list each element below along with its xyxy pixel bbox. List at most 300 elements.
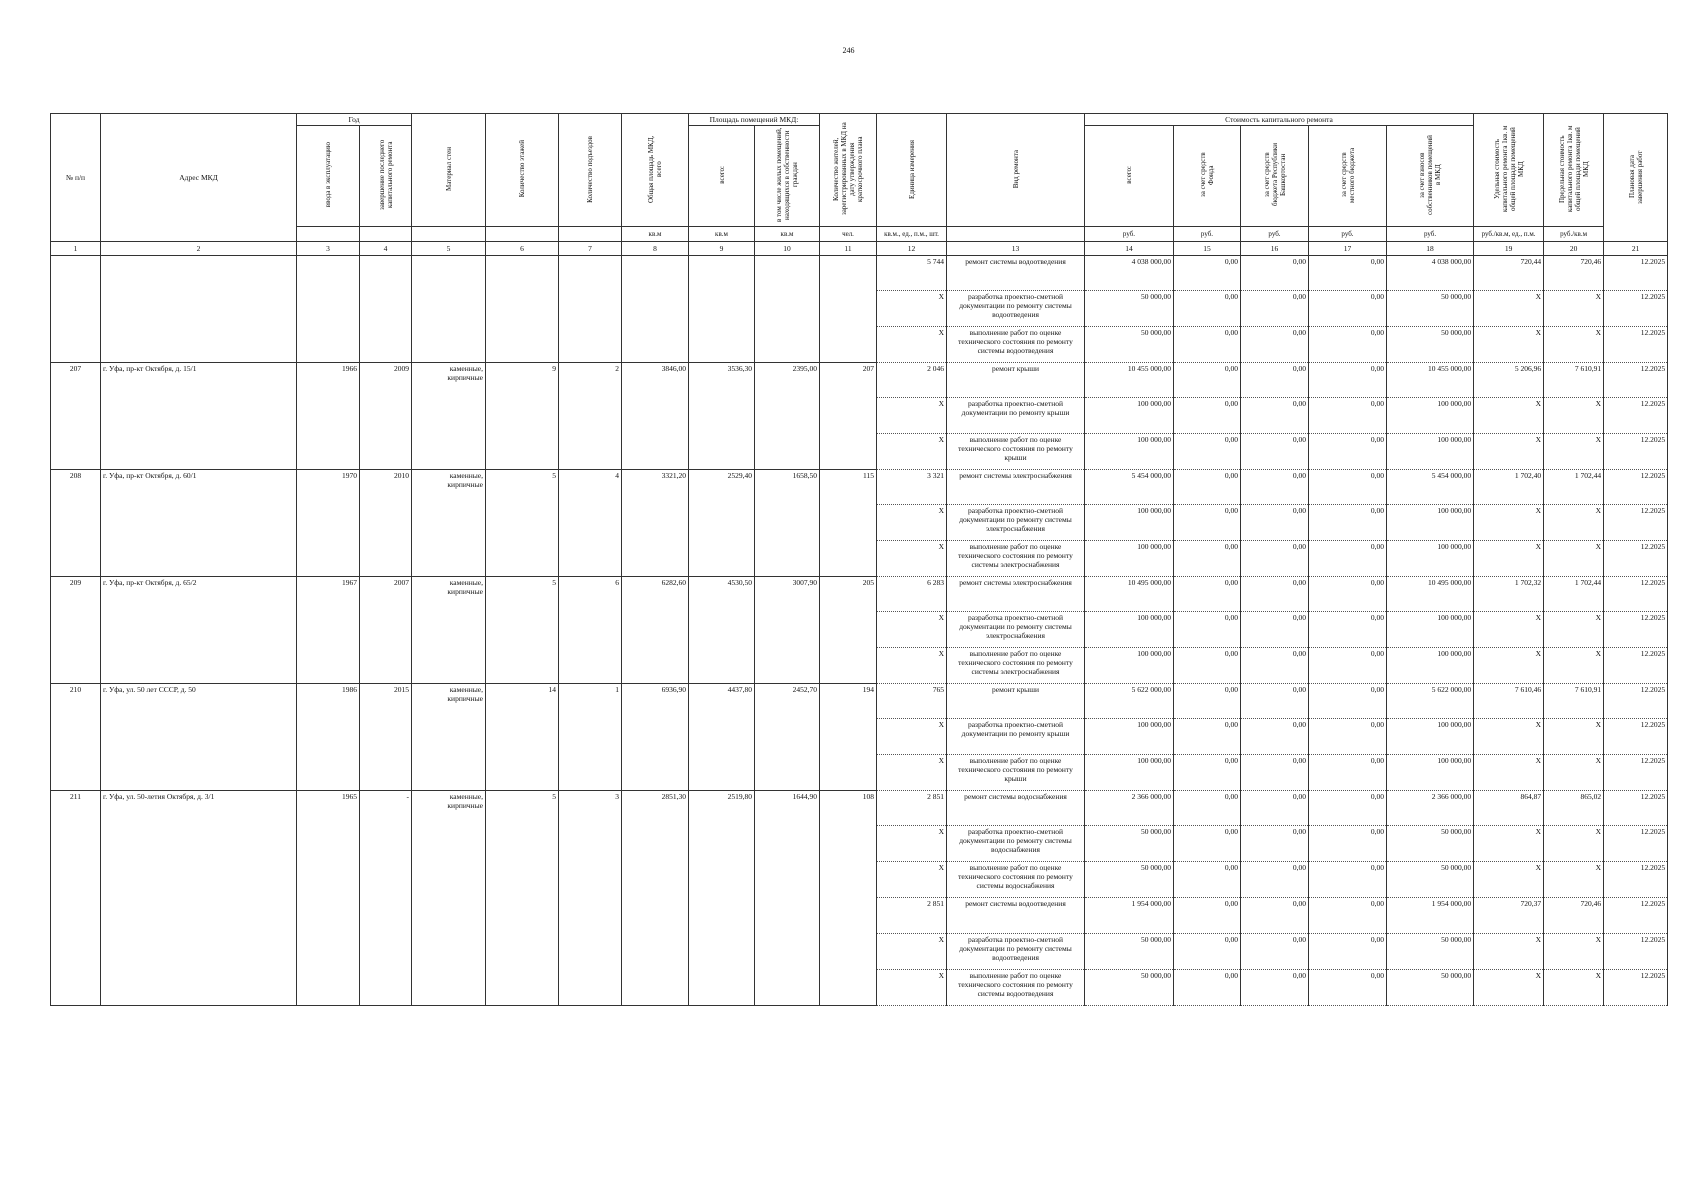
building-address: г. Уфа, ул. 50 лет СССР, д. 50 [101, 684, 297, 791]
work-type: разработка проектно-сметной документации по ремонту системы водоотведения [947, 934, 1085, 970]
work-unit: 2 046 [877, 363, 947, 398]
cost-total: 50 000,00 [1085, 862, 1174, 898]
column-number: 9 [689, 242, 755, 256]
unit-measure: кв.м., ед., п.м., шт. [877, 227, 947, 242]
cost-republic: 0,00 [1241, 541, 1309, 577]
cost-owners: 50 000,00 [1387, 291, 1474, 327]
max-cost: X [1544, 826, 1604, 862]
cost-republic: 0,00 [1241, 612, 1309, 648]
planned-date: 12.2025 [1604, 648, 1668, 684]
max-cost: X [1544, 934, 1604, 970]
year-commission: 1967 [297, 577, 360, 684]
floors: 9 [486, 363, 559, 470]
cost-fund: 0,00 [1174, 327, 1241, 363]
work-unit: X [877, 970, 947, 1006]
premises-residential: 1658,50 [755, 470, 820, 577]
column-number: 6 [486, 242, 559, 256]
max-cost: X [1544, 541, 1604, 577]
work-type: ремонт системы электроснабжения [947, 577, 1085, 612]
cost-local: 0,00 [1309, 684, 1387, 719]
max-cost: 720,46 [1544, 898, 1604, 934]
work-type: выполнение работ по оценке технического состояния по ремонту системы водоснабжения [947, 862, 1085, 898]
cost-local: 0,00 [1309, 934, 1387, 970]
total-area [622, 256, 689, 363]
cost-total: 100 000,00 [1085, 505, 1174, 541]
floors: 5 [486, 470, 559, 577]
unit-cost-local: руб. [1309, 227, 1387, 242]
specific-cost: X [1474, 541, 1544, 577]
repair-plan-table [50, 113, 1668, 1006]
cost-fund: 0,00 [1174, 505, 1241, 541]
specific-cost: 1 702,40 [1474, 470, 1544, 505]
cost-total: 100 000,00 [1085, 541, 1174, 577]
cost-republic: 0,00 [1241, 327, 1309, 363]
cost-total: 100 000,00 [1085, 755, 1174, 791]
table-row [51, 577, 1668, 612]
total-area: 3846,00 [622, 363, 689, 470]
cost-republic: 0,00 [1241, 898, 1309, 934]
building-number: 210 [51, 684, 101, 791]
column-number: 10 [755, 242, 820, 256]
planned-date: 12.2025 [1604, 470, 1668, 505]
wall-material: каменные, кирпичные [412, 684, 486, 791]
cost-fund: 0,00 [1174, 541, 1241, 577]
premises-total: 2519,80 [689, 791, 755, 1006]
column-number: 20 [1544, 242, 1604, 256]
cost-total: 100 000,00 [1085, 719, 1174, 755]
cost-local: 0,00 [1309, 970, 1387, 1006]
cost-fund: 0,00 [1174, 970, 1241, 1006]
work-unit: 5 744 [877, 256, 947, 291]
header-cost-republic: за счет средств бюджета Республики Башкортостан [1262, 143, 1287, 207]
header-unit: Единица измерения [907, 139, 916, 199]
cost-fund: 0,00 [1174, 684, 1241, 719]
work-unit: X [877, 755, 947, 791]
cost-total: 100 000,00 [1085, 648, 1174, 684]
cost-local: 0,00 [1309, 755, 1387, 791]
building-number: 211 [51, 791, 101, 1006]
total-area: 2851,30 [622, 791, 689, 1006]
max-cost: X [1544, 755, 1604, 791]
floors [486, 256, 559, 363]
residents: 108 [820, 791, 877, 1006]
cost-fund: 0,00 [1174, 256, 1241, 291]
entrances [559, 256, 622, 363]
max-cost: 865,02 [1544, 791, 1604, 826]
residents: 207 [820, 363, 877, 470]
unit-cost-republic: руб. [1241, 227, 1309, 242]
cost-owners: 50 000,00 [1387, 327, 1474, 363]
specific-cost: 7 610,46 [1474, 684, 1544, 719]
cost-fund: 0,00 [1174, 898, 1241, 934]
work-unit: X [877, 505, 947, 541]
header-year-commission: ввода в эксплуатацию [324, 142, 332, 208]
specific-cost: X [1474, 648, 1544, 684]
cost-total: 100 000,00 [1085, 398, 1174, 434]
work-unit: 765 [877, 684, 947, 719]
unit-residents: чел. [820, 227, 877, 242]
max-cost: 1 702,44 [1544, 470, 1604, 505]
premises-residential: 1644,90 [755, 791, 820, 1006]
total-area: 6282,60 [622, 577, 689, 684]
header-specific-cost: Удельная стоимость капитального ремонта 1кв. м общей площади помещений МКД [1492, 125, 1525, 213]
max-cost: 1 702,44 [1544, 577, 1604, 612]
cost-owners: 50 000,00 [1387, 826, 1474, 862]
cost-owners: 50 000,00 [1387, 862, 1474, 898]
planned-date: 12.2025 [1604, 256, 1668, 291]
work-type: выполнение работ по оценке технического состояния по ремонту системы водоотведения [947, 970, 1085, 1006]
header-no: № п/п [51, 114, 101, 242]
year-last-repair: 2007 [360, 577, 412, 684]
max-cost: X [1544, 505, 1604, 541]
premises-total: 4437,80 [689, 684, 755, 791]
specific-cost: X [1474, 755, 1544, 791]
cost-owners: 100 000,00 [1387, 541, 1474, 577]
work-type: ремонт системы водоснабжения [947, 791, 1085, 826]
cost-owners: 50 000,00 [1387, 970, 1474, 1006]
cost-fund: 0,00 [1174, 862, 1241, 898]
work-type: разработка проектно-сметной документации по ремонту системы водоотведения [947, 291, 1085, 327]
cost-local: 0,00 [1309, 363, 1387, 398]
cost-republic: 0,00 [1241, 470, 1309, 505]
cost-total: 5 622 000,00 [1085, 684, 1174, 719]
unit-specific: руб./кв.м, ед., п.м. [1474, 227, 1544, 242]
work-type: выполнение работ по оценке технического состояния по ремонту системы электроснабжения [947, 541, 1085, 577]
header-total-area: Общая площадь МКД, всего [647, 135, 663, 203]
max-cost: X [1544, 970, 1604, 1006]
cost-total: 4 038 000,00 [1085, 256, 1174, 291]
cost-fund: 0,00 [1174, 648, 1241, 684]
cost-local: 0,00 [1309, 719, 1387, 755]
unit-cost-owners: руб. [1387, 227, 1474, 242]
entrances: 1 [559, 684, 622, 791]
cost-local: 0,00 [1309, 505, 1387, 541]
cost-local: 0,00 [1309, 898, 1387, 934]
year-last-repair: 2010 [360, 470, 412, 577]
work-type: разработка проектно-сметной документации по ремонту системы электроснабжения [947, 612, 1085, 648]
cost-fund: 0,00 [1174, 719, 1241, 755]
header-cost-group: Стоимость капитального ремонта [1085, 114, 1474, 126]
cost-owners: 10 455 000,00 [1387, 363, 1474, 398]
column-number: 15 [1174, 242, 1241, 256]
premises-total [689, 256, 755, 363]
specific-cost: 720,37 [1474, 898, 1544, 934]
entrances: 3 [559, 791, 622, 1006]
planned-date: 12.2025 [1604, 327, 1668, 363]
column-number: 5 [412, 242, 486, 256]
planned-date: 12.2025 [1604, 970, 1668, 1006]
cost-owners: 4 038 000,00 [1387, 256, 1474, 291]
column-number: 1 [51, 242, 101, 256]
specific-cost: X [1474, 934, 1544, 970]
building-address: г. Уфа, ул. 50-летия Октября, д. 3/1 [101, 791, 297, 1006]
work-unit: 6 283 [877, 577, 947, 612]
table-row [51, 470, 1668, 505]
cost-fund: 0,00 [1174, 826, 1241, 862]
year-commission: 1965 [297, 791, 360, 1006]
total-area: 6936,90 [622, 684, 689, 791]
cost-owners: 5 454 000,00 [1387, 470, 1474, 505]
work-type: разработка проектно-сметной документации по ремонту крыши [947, 719, 1085, 755]
work-unit: X [877, 648, 947, 684]
work-unit: X [877, 291, 947, 327]
cost-republic: 0,00 [1241, 505, 1309, 541]
specific-cost: X [1474, 970, 1544, 1006]
wall-material [412, 256, 486, 363]
page-number: 246 [842, 46, 855, 55]
work-unit: X [877, 719, 947, 755]
cost-fund: 0,00 [1174, 291, 1241, 327]
column-number: 11 [820, 242, 877, 256]
work-unit: X [877, 434, 947, 470]
work-unit: 2 851 [877, 898, 947, 934]
max-cost: 7 610,91 [1544, 363, 1604, 398]
cost-local: 0,00 [1309, 470, 1387, 505]
cost-republic: 0,00 [1241, 755, 1309, 791]
cost-republic: 0,00 [1241, 970, 1309, 1006]
table-row [51, 256, 1668, 291]
column-number: 12 [877, 242, 947, 256]
specific-cost: 1 702,32 [1474, 577, 1544, 612]
premises-total: 4530,50 [689, 577, 755, 684]
cost-owners: 10 495 000,00 [1387, 577, 1474, 612]
column-number: 7 [559, 242, 622, 256]
cost-fund: 0,00 [1174, 470, 1241, 505]
residents: 115 [820, 470, 877, 577]
table-row [51, 363, 1668, 398]
specific-cost: 5 206,96 [1474, 363, 1544, 398]
specific-cost: X [1474, 505, 1544, 541]
cost-total: 100 000,00 [1085, 434, 1174, 470]
max-cost: X [1544, 648, 1604, 684]
table-row [51, 684, 1668, 719]
planned-date: 12.2025 [1604, 577, 1668, 612]
cost-republic: 0,00 [1241, 934, 1309, 970]
work-type: разработка проектно-сметной документации по ремонту системы электроснабжения [947, 505, 1085, 541]
residents: 194 [820, 684, 877, 791]
cost-republic: 0,00 [1241, 719, 1309, 755]
cost-local: 0,00 [1309, 256, 1387, 291]
column-number: 16 [1241, 242, 1309, 256]
cost-total: 50 000,00 [1085, 291, 1174, 327]
work-type: ремонт крыши [947, 363, 1085, 398]
cost-owners: 100 000,00 [1387, 648, 1474, 684]
header-address: Адрес МКД [101, 114, 297, 242]
planned-date: 12.2025 [1604, 612, 1668, 648]
cost-fund: 0,00 [1174, 577, 1241, 612]
cost-republic: 0,00 [1241, 862, 1309, 898]
cost-local: 0,00 [1309, 577, 1387, 612]
planned-date: 12.2025 [1604, 363, 1668, 398]
cost-republic: 0,00 [1241, 363, 1309, 398]
cost-total: 50 000,00 [1085, 970, 1174, 1006]
max-cost: X [1544, 398, 1604, 434]
cost-total: 50 000,00 [1085, 327, 1174, 363]
cost-republic: 0,00 [1241, 398, 1309, 434]
work-unit: 2 851 [877, 791, 947, 826]
header-max-cost: Предельная стоимость капитального ремонта 1кв. м общей площади помещений МКД [1557, 125, 1590, 213]
work-type: разработка проектно-сметной документации по ремонту крыши [947, 398, 1085, 434]
header-premises-total: всего: [717, 166, 726, 184]
work-type: выполнение работ по оценке технического состояния по ремонту крыши [947, 434, 1085, 470]
column-number: 18 [1387, 242, 1474, 256]
cost-republic: 0,00 [1241, 791, 1309, 826]
cost-owners: 100 000,00 [1387, 434, 1474, 470]
year-commission: 1966 [297, 363, 360, 470]
cost-owners: 100 000,00 [1387, 505, 1474, 541]
header-work-type: Вид ремонта [1011, 149, 1020, 189]
max-cost: 720,46 [1544, 256, 1604, 291]
specific-cost: X [1474, 719, 1544, 755]
max-cost: X [1544, 327, 1604, 363]
max-cost: 7 610,91 [1544, 684, 1604, 719]
max-cost: X [1544, 719, 1604, 755]
wall-material: каменные, кирпичные [412, 577, 486, 684]
column-number: 8 [622, 242, 689, 256]
cost-local: 0,00 [1309, 291, 1387, 327]
planned-date: 12.2025 [1604, 755, 1668, 791]
planned-date: 12.2025 [1604, 898, 1668, 934]
cost-owners: 5 622 000,00 [1387, 684, 1474, 719]
building-number: 209 [51, 577, 101, 684]
cost-local: 0,00 [1309, 398, 1387, 434]
cost-total: 5 454 000,00 [1085, 470, 1174, 505]
specific-cost: X [1474, 291, 1544, 327]
wall-material: каменные, кирпичные [412, 470, 486, 577]
cost-fund: 0,00 [1174, 755, 1241, 791]
cost-republic: 0,00 [1241, 577, 1309, 612]
cost-republic: 0,00 [1241, 256, 1309, 291]
cost-local: 0,00 [1309, 434, 1387, 470]
max-cost: X [1544, 862, 1604, 898]
cost-owners: 1 954 000,00 [1387, 898, 1474, 934]
cost-local: 0,00 [1309, 648, 1387, 684]
column-number: 17 [1309, 242, 1387, 256]
specific-cost: X [1474, 434, 1544, 470]
year-commission: 1986 [297, 684, 360, 791]
column-number: 13 [947, 242, 1085, 256]
cost-local: 0,00 [1309, 541, 1387, 577]
unit-premises-total: кв.м [689, 227, 755, 242]
work-type: ремонт крыши [947, 684, 1085, 719]
planned-date: 12.2025 [1604, 934, 1668, 970]
unit-cost-fund: руб. [1174, 227, 1241, 242]
premises-residential [755, 256, 820, 363]
planned-date: 12.2025 [1604, 684, 1668, 719]
max-cost: X [1544, 612, 1604, 648]
work-unit: X [877, 541, 947, 577]
residents: 205 [820, 577, 877, 684]
cost-republic: 0,00 [1241, 684, 1309, 719]
work-type: ремонт системы электроснабжения [947, 470, 1085, 505]
cost-fund: 0,00 [1174, 398, 1241, 434]
work-unit: X [877, 934, 947, 970]
header-cost-local: за счет средств местного бюджета [1339, 147, 1356, 203]
building-address: г. Уфа, пр-кт Октября, д. 60/1 [101, 470, 297, 577]
entrances: 6 [559, 577, 622, 684]
cost-republic: 0,00 [1241, 648, 1309, 684]
premises-residential: 2395,00 [755, 363, 820, 470]
planned-date: 12.2025 [1604, 505, 1668, 541]
specific-cost: X [1474, 826, 1544, 862]
column-number: 4 [360, 242, 412, 256]
cost-total: 50 000,00 [1085, 934, 1174, 970]
work-unit: X [877, 398, 947, 434]
building-address: г. Уфа, пр-кт Октября, д. 15/1 [101, 363, 297, 470]
column-number: 21 [1604, 242, 1668, 256]
unit-area: кв.м [622, 227, 689, 242]
specific-cost: X [1474, 398, 1544, 434]
cost-owners: 100 000,00 [1387, 612, 1474, 648]
unit-cost-total: руб. [1085, 227, 1174, 242]
header-premises-group: Площадь помещений МКД: [689, 114, 820, 126]
planned-date: 12.2025 [1604, 291, 1668, 327]
max-cost: X [1544, 434, 1604, 470]
cost-total: 10 455 000,00 [1085, 363, 1174, 398]
year-last-repair: - [360, 791, 412, 1006]
work-type: ремонт системы водоотведения [947, 256, 1085, 291]
floors: 5 [486, 577, 559, 684]
cost-total: 10 495 000,00 [1085, 577, 1174, 612]
specific-cost: X [1474, 862, 1544, 898]
planned-date: 12.2025 [1604, 826, 1668, 862]
cost-local: 0,00 [1309, 826, 1387, 862]
column-number: 2 [101, 242, 297, 256]
floors: 14 [486, 684, 559, 791]
cost-republic: 0,00 [1241, 291, 1309, 327]
cost-local: 0,00 [1309, 612, 1387, 648]
wall-material: каменные, кирпичные [412, 791, 486, 1006]
planned-date: 12.2025 [1604, 719, 1668, 755]
planned-date: 12.2025 [1604, 862, 1668, 898]
cost-owners: 100 000,00 [1387, 719, 1474, 755]
header-residents: Количество жителей, зарегистрированных в МКД на дату утверждения краткосрочного плана [832, 122, 864, 216]
cost-fund: 0,00 [1174, 612, 1241, 648]
entrances: 4 [559, 470, 622, 577]
planned-date: 12.2025 [1604, 791, 1668, 826]
cost-fund: 0,00 [1174, 434, 1241, 470]
work-unit: X [877, 862, 947, 898]
specific-cost: 720,44 [1474, 256, 1544, 291]
residents [820, 256, 877, 363]
header-planned-date: Плановая дата завершения работ [1627, 149, 1644, 204]
work-type: ремонт системы водоотведения [947, 898, 1085, 934]
cost-owners: 50 000,00 [1387, 934, 1474, 970]
header-premises-residential: в том числе жилых помещений, находящихся в собственности граждан [775, 127, 799, 223]
floors: 5 [486, 791, 559, 1006]
building-number [51, 256, 101, 363]
premises-total: 3536,30 [689, 363, 755, 470]
cost-owners: 2 366 000,00 [1387, 791, 1474, 826]
work-type: выполнение работ по оценке технического состояния по ремонту крыши [947, 755, 1085, 791]
work-unit: 3 321 [877, 470, 947, 505]
year-last-repair: 2009 [360, 363, 412, 470]
premises-total: 2529,40 [689, 470, 755, 577]
unit-max: руб./кв.м [1544, 227, 1604, 242]
premises-residential: 3007,90 [755, 577, 820, 684]
max-cost: X [1544, 291, 1604, 327]
cost-local: 0,00 [1309, 327, 1387, 363]
header-cost-total: всего: [1125, 166, 1133, 184]
specific-cost: X [1474, 612, 1544, 648]
work-type: разработка проектно-сметной документации по ремонту системы водоснабжения [947, 826, 1085, 862]
cost-owners: 100 000,00 [1387, 398, 1474, 434]
header-year-last-repair: завершение последнего капитального ремонта [377, 139, 394, 211]
cost-fund: 0,00 [1174, 791, 1241, 826]
specific-cost: 864,87 [1474, 791, 1544, 826]
work-unit: X [877, 826, 947, 862]
total-area: 3321,20 [622, 470, 689, 577]
